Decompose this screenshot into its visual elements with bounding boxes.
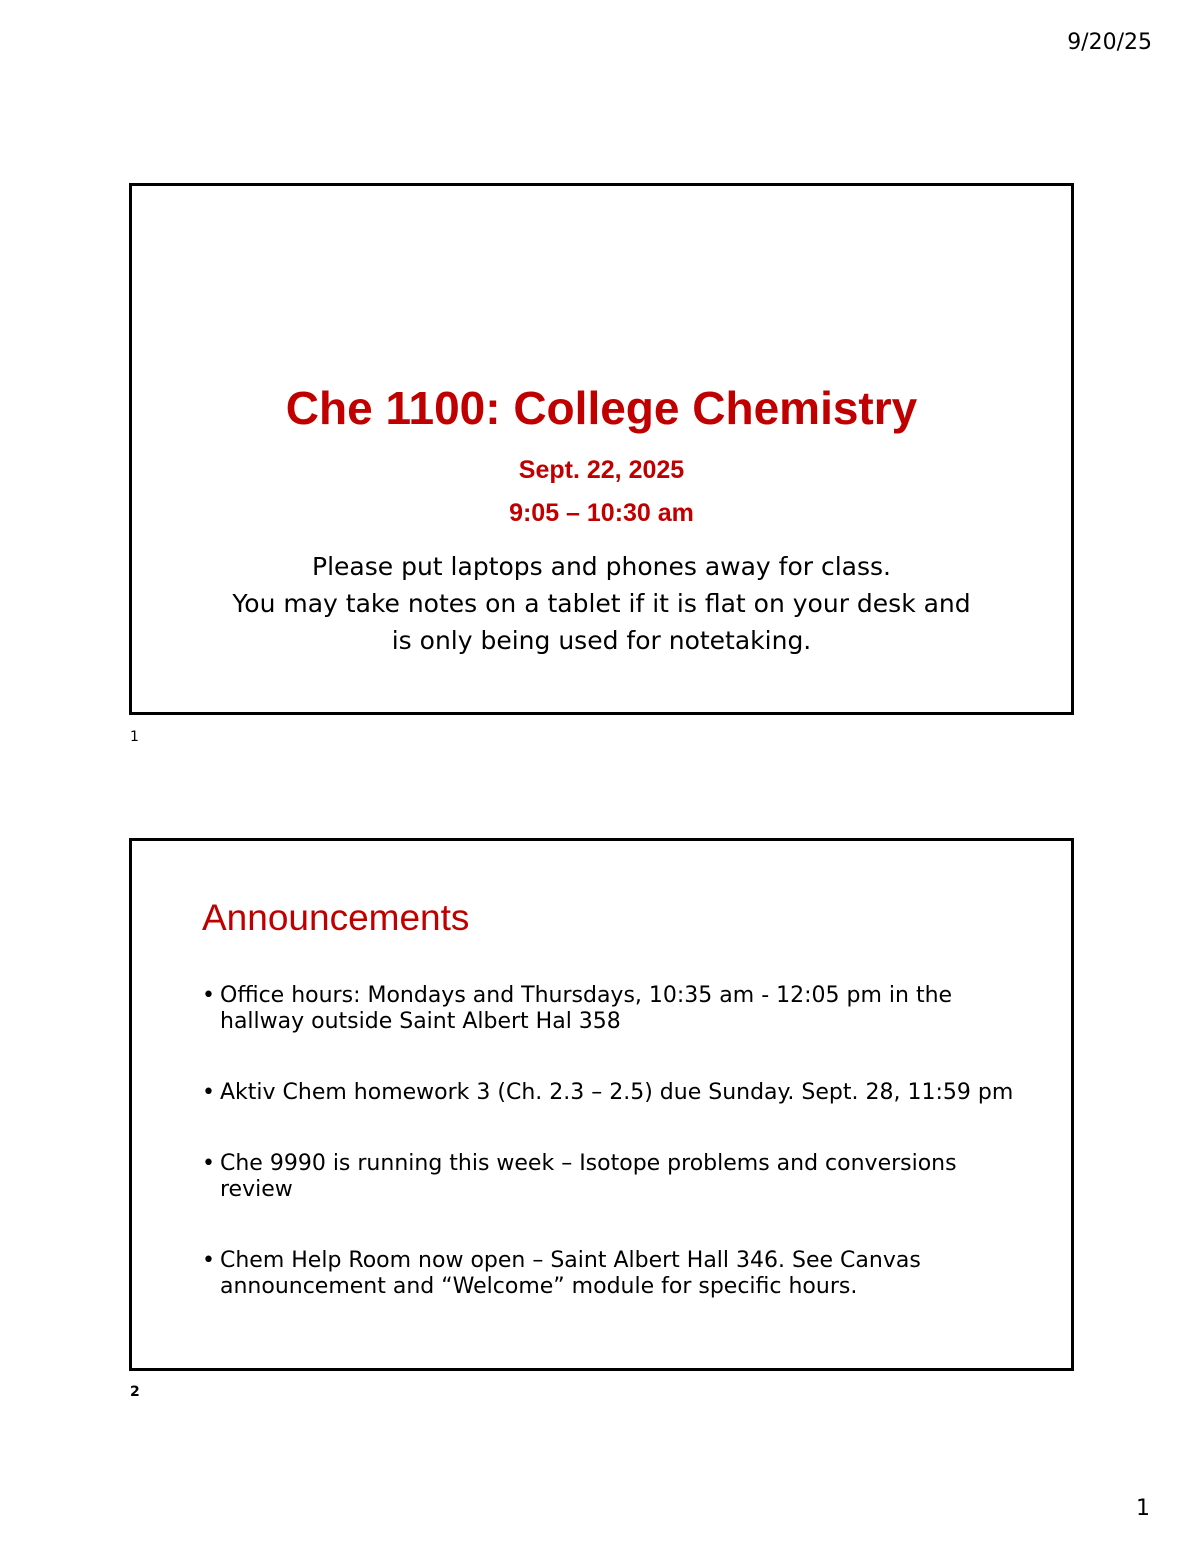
bullet-icon: • xyxy=(202,1248,215,1273)
slide-1 xyxy=(129,183,1074,715)
note-line: Please put laptops and phones away for class. xyxy=(312,552,891,581)
announcement-text: Aktiv Chem homework 3 (Ch. 2.3 – 2.5) due Sunday. Sept. 28, 11:59 pm xyxy=(220,1080,1014,1105)
slide-title: Che 1100: College Chemistry xyxy=(285,382,918,434)
bullet-icon: • xyxy=(202,1080,215,1105)
slide-number: 1 xyxy=(130,729,139,745)
announcement-text: Office hours: Mondays and Thursdays, 10:35 am - 12:05 pm in the hallway outside Saint Albert Hal 358 xyxy=(220,983,953,1034)
list-item xyxy=(202,983,1022,1035)
announcement-text: Chem Help Room now open – Saint Albert Hall 346. See Canvas announcement and “Welcome” module for specific hours. xyxy=(220,1248,921,1299)
announcement-text: Che 9990 is running this week – Isotope problems and conversions review xyxy=(220,1151,957,1202)
slide-2 xyxy=(129,838,1074,1371)
bullet-icon: • xyxy=(202,983,215,1008)
class-policy-note xyxy=(132,548,1071,659)
note-line: You may take notes on a tablet if it is flat on your desk and xyxy=(232,589,971,618)
bullet-icon: • xyxy=(202,1151,215,1176)
class-time: 9:05 – 10:30 am xyxy=(509,499,694,527)
page-number: 1 xyxy=(1136,1496,1150,1521)
slide-number: 2 xyxy=(130,1384,140,1400)
note-line: is only being used for notetaking. xyxy=(391,626,812,655)
list-item xyxy=(202,1248,1022,1300)
class-date: Sept. 22, 2025 xyxy=(518,456,685,484)
announcements-title: Announcements xyxy=(202,897,470,938)
announcements-list xyxy=(202,983,1022,1345)
header-date: 9/20/25 xyxy=(1067,30,1152,55)
list-item xyxy=(202,1151,1022,1203)
list-item xyxy=(202,1080,1022,1106)
